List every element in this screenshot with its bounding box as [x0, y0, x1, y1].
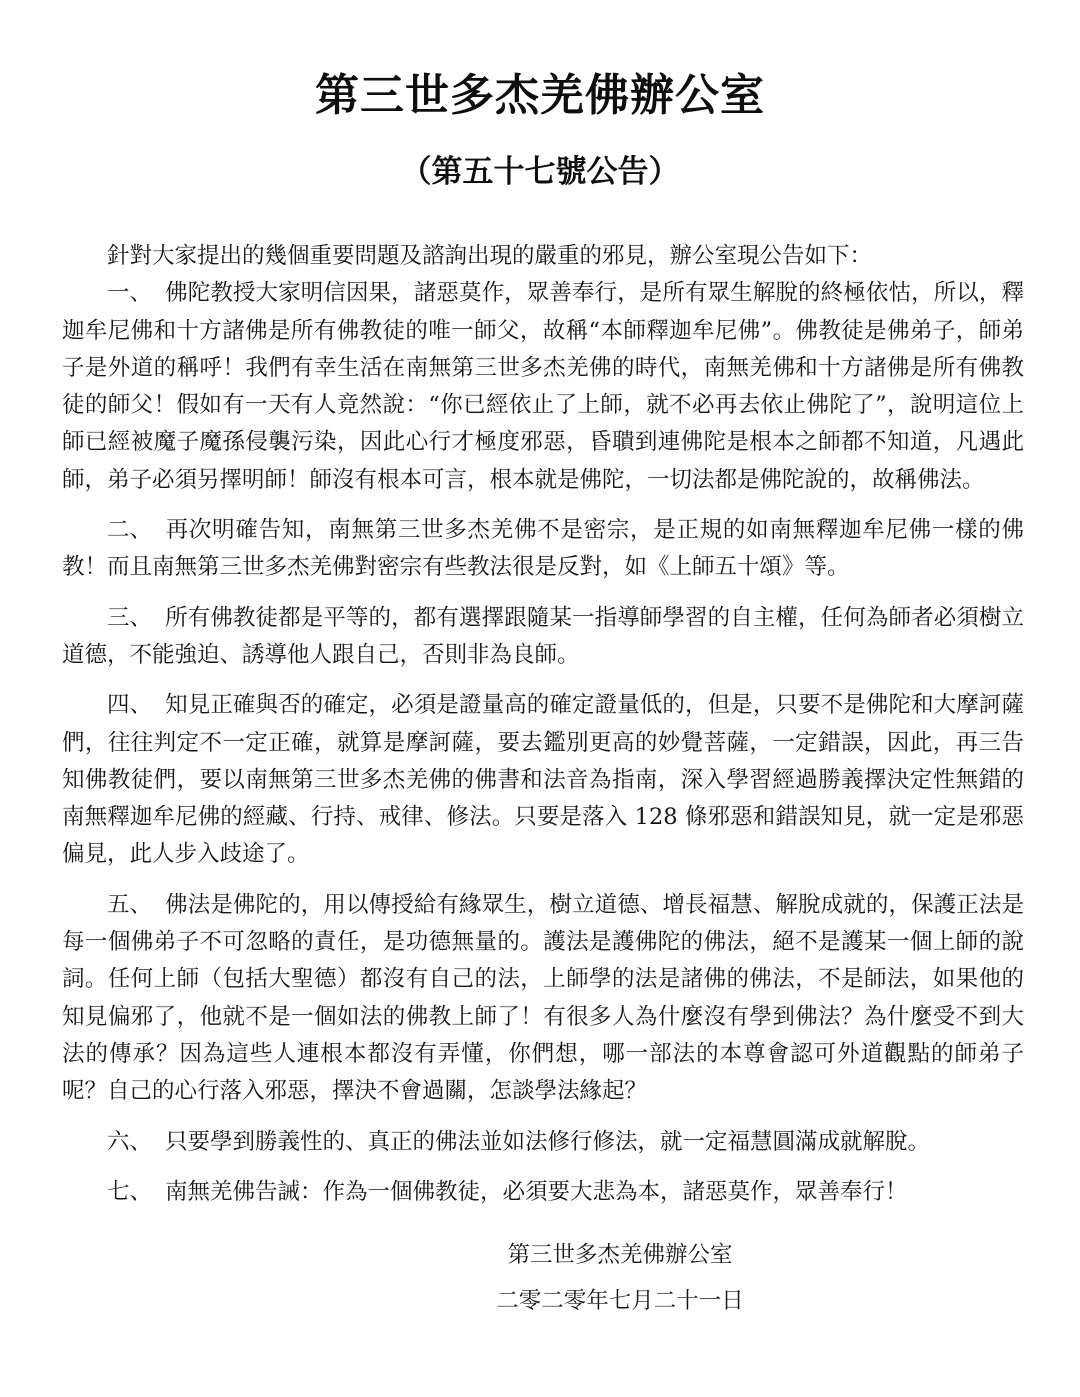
announcement-number: （第五十七號公告）	[400, 154, 680, 190]
announcement-body	[62, 238, 1024, 1211]
item-3	[62, 600, 1024, 675]
intro-paragraph: 針對大家提出的幾個重要問題及諮詢出現的嚴重的邪見，辦公室現公告如下：	[107, 243, 873, 269]
item-number: 七、	[107, 1178, 153, 1205]
item-number: 五、	[107, 891, 153, 918]
item-text: 南無羌佛告誡：作為一個佛教徒，必須要大悲為本，諸惡莫作，眾善奉行！	[165, 1178, 908, 1205]
item-7	[62, 1174, 1024, 1211]
signature-block	[470, 1232, 770, 1324]
item-6	[62, 1124, 1024, 1161]
item-number: 一、	[107, 280, 153, 307]
item-number: 六、	[107, 1128, 153, 1155]
item-text: 知見正確與否的確定，必須是證量高的確定證量低的，但是，只要不是佛陀和大摩訶薩們，往往判定不一定正確，就算是摩訶薩，要去鑑別更高的妙覺菩薩，一定錯誤，因此，再三告知佛教徒們，要以南無第三世多杰羌佛的佛書和法音為指南，深入學習經過勝義擇決定性無錯的南無釋迦牟尼佛的經藏、行持、戒律、修法。只要是落入 128 條邪惡和錯誤知見，就一定是邪惡偏見，此人步入歧途了。	[62, 692, 1024, 868]
item-4	[62, 687, 1024, 873]
item-text: 再次明確告知，南無第三世多杰羌佛不是密宗，是正規的如南無釋迦牟尼佛一樣的佛教！而且南無第三世多杰羌佛對密宗有些教法很是反對，如《上師五十頌》等。	[62, 517, 1024, 581]
item-text: 只要學到勝義性的、真正的佛法並如法修行修法，就一定福慧圓滿成就解脫。	[165, 1128, 931, 1155]
item-number: 四、	[107, 692, 153, 719]
item-5	[62, 887, 1024, 1111]
item-2	[62, 512, 1024, 587]
signature-date: 二零二零年七月二十一日	[496, 1288, 744, 1314]
item-number: 三、	[107, 604, 153, 631]
item-text: 佛陀教授大家明信因果，諸惡莫作，眾善奉行，是所有眾生解脫的終極依怙，所以，釋迦牟尼佛和十方諸佛是所有佛教徒的唯一師父，故稱“本師釋迦牟尼佛”。佛教徒是佛弟子，師弟子是外道的稱呼！我們有幸生活在南無第三世多杰羌佛的時代，南無羌佛和十方諸佛是所有佛教徒的師父！假如有一天有人竟然說：“你已經依止了上師，就不必再去依止佛陀了”，說明這位上師已經被魔子魔孫侵襲污染，因此心行才極度邪惡，昏聵到連佛陀是根本之師都不知道，凡遇此師，弟子必須另擇明師！師沒有根本可言，根本就是佛陀，一切法都是佛陀說的，故稱佛法。	[62, 280, 1024, 493]
item-number: 二、	[107, 517, 153, 544]
page-title: 第三世多杰羌佛辦公室	[315, 70, 765, 121]
item-text: 所有佛教徒都是平等的，都有選擇跟隨某一指導師學習的自主權，任何為師者必須樹立道德，不能強迫、誘導他人跟自己，否則非為良師。	[62, 604, 1024, 668]
item-text: 佛法是佛陀的，用以傳授給有緣眾生，樹立道德、增長福慧、解脫成就的，保護正法是每一個佛弟子不可忽略的責任，是功德無量的。護法是護佛陀的佛法，絕不是護某一個上師的說詞。任何上師（包括大聖德）都沒有自己的法，上師學的法是諸佛的佛法，不是師法，如果他的知見偏邪了，他就不是一個如法的佛教上師了！有很多人為什麼沒有學到佛法？為什麼受不到大法的傳承？因為這些人連根本都沒有弄懂，你們想，哪一部法的本尊會認可外道觀點的師弟子呢？自己的心行落入邪惡，擇決不會過關，怎談學法緣起？	[62, 891, 1024, 1105]
signature-office: 第三世多杰羌佛辦公室	[507, 1242, 733, 1268]
item-1	[62, 275, 1024, 499]
